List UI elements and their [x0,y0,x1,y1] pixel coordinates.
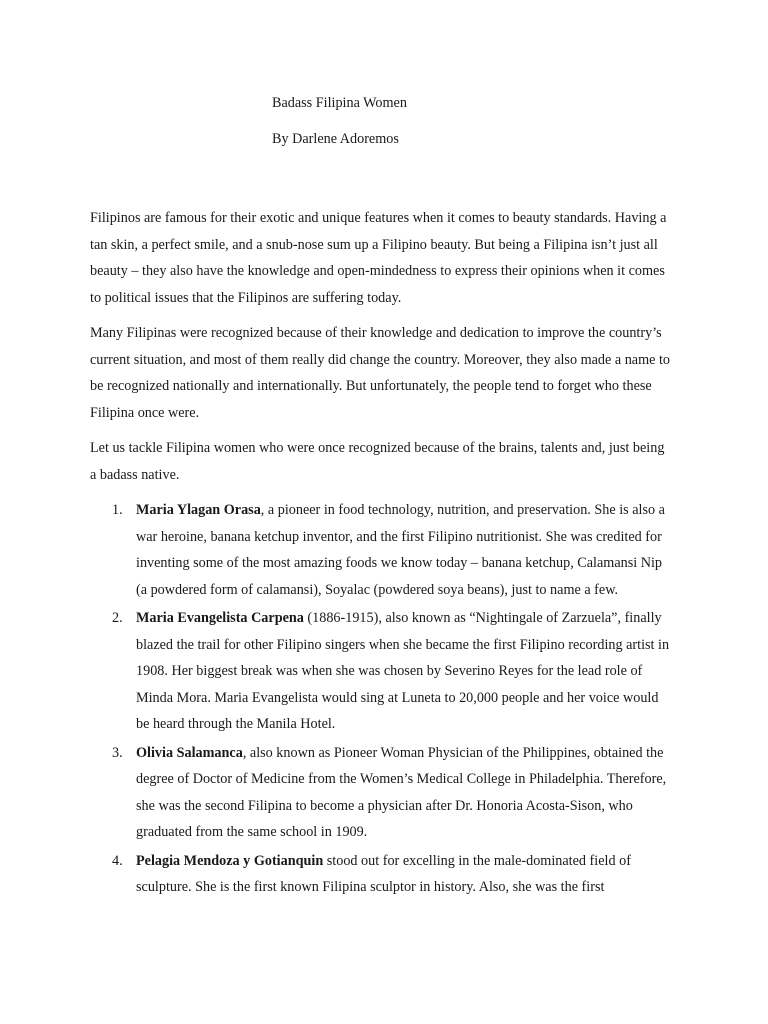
list-item-name: Maria Ylagan Orasa [136,502,261,518]
list-item-name: Olivia Salamanca [136,744,243,761]
women-list [90,497,674,901]
paragraph-intro: Filipinos are famous for their exotic and unique features when it comes to beauty standards. Having a tan skin, a perfect smile, and a snub-nose sum up a Filipino beauty. But being a Filipina isn’t just all beauty – they also have the knowledge and open-mindedness to express their opinions when it comes to political issues that the Filipinos are suffering today. [90,210,667,306]
list-item-number: 3. [112,744,123,761]
list-item-text: stood out for excelling in the male-dominated field of sculpture. She is the first known Filipina sculptor in history. Also, she was the first [136,852,631,895]
paragraph-lead-in: Let us tackle Filipina women who were once recognized because of the brains, talents and, just being a badass native. [90,440,665,483]
list-item-number: 2. [112,610,123,626]
list-item [90,605,674,738]
paragraph-recognition: Many Filipinas were recognized because of their knowledge and dedication to improve the country’s current situation, and most of them really did change the country. Moreover, they also made a name to be recognized nationally and internationally. But unfortunately, the people tend to forget who these Filipina once were. [90,325,671,421]
list-item [90,497,674,603]
list-item-number: 4. [112,852,123,869]
list-item-number: 1. [112,502,123,518]
list-item-text: , also known as Pioneer Woman Physician of the Philippines, obtained the degree of Doctor of Medicine from the Women’s Medical College in Philadelphia. Therefore, she was the second Filipina to become a physician after Dr. Honoria Acosta-Sison, who graduated from the same school in 1909. [136,744,667,840]
list-item-name: Pelagia Mendoza y Gotianquin [136,852,324,869]
list-item-name: Maria Evangelista Carpena [136,610,304,626]
list-item-text: (1886-1915), also known as “Nightingale of Zarzuela”, finally blazed the trail for other Filipino singers when she became the first Filipino recording artist in 1908. Her biggest break was when she was chosen by Severino Reyes for the lead role of Minda Mora. Maria Evangelista would sing at Luneta to 20,000 people and her voice would be heard through the Manila Hotel. [136,610,670,732]
list-item-text: , a pioneer in food technology, nutrition, and preservation. She is also a war heroine, banana ketchup inventor, and the first Filipino nutritionist. She was credited for inventing some of the most amazing foods we know today – banana ketchup, Calamansi Nip (a powdered form of calamansi), Soyalac (powdered soya beans), just to name a few. [136,502,665,598]
list-item [90,848,674,901]
document-body [90,205,674,903]
list-item [90,740,674,846]
document-byline: By Darlene Adoremos [272,131,399,147]
document-title: Badass Filipina Women [272,95,407,111]
